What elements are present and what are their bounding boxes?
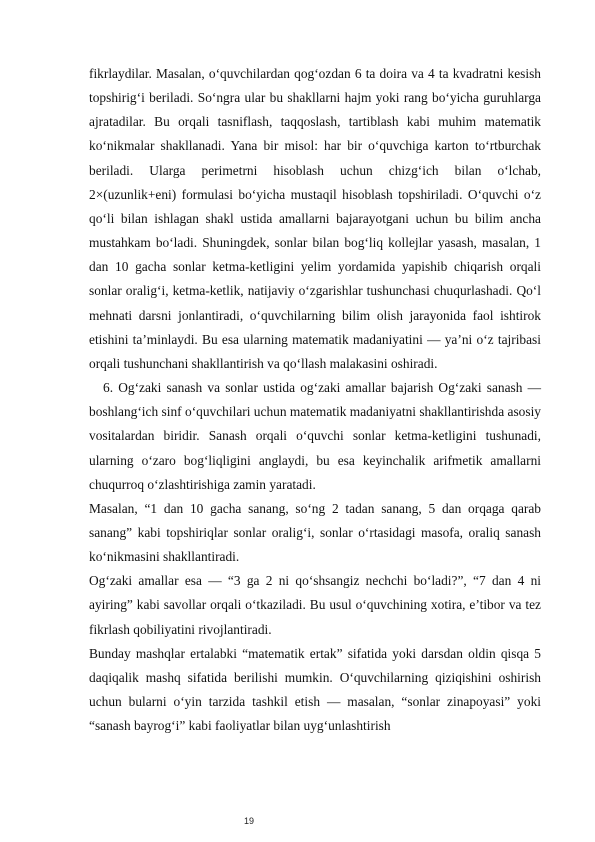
page-body xyxy=(89,62,541,738)
paragraph-shapes-activity: fikrlaydilar. Masalan, o‘quvchilardan qog‘ozdan 6 ta doira va 4 ta kvadratni kesish topshirig‘i beriladi. So‘ngra ular bu shakllarni hajm yoki rang bo‘yicha guruhlarga ajratadilar. Bu orqali tasniflash, taqqoslash, tartiblash kabi muhim matematik ko‘nikmalar shakllanadi. Yana bir misol: har bir o‘quvchiga karton to‘rtburchak beriladi. Ularga perimetrni hisoblash uchun chizg‘ich bilan o‘lchab, 2×(uzunlik+eni) formulasi bo‘yicha mustaqil hisoblash topshiriladi. O‘quvchi o‘z qo‘li bilan ishlagan shakl ustida amallarni bajarayotgani uchun bu bilim ancha mustahkam bo‘ladi. Shuningdek, sonlar bilan bog‘liq kollejlar yasash, masalan, 1 dan 10 gacha sonlar ketma-ketligini yelim yordamida yapishib chiqarish orqali sonlar oralig‘i, ketma-ketlik, natijaviy o‘zgarishlar tushunchasi chuqurlashadi. Qo‘l mehnati darsni jonlantiradi, o‘quvchilarning bilim olish jarayonida faol ishtirok etishini ta’minlaydi. Bu esa ularning matematik madaniyatini — ya’ni o‘z tajribasi orqali tushunchani shakllantirish va qo‘llash malakasini oshiradi. xyxy=(89,66,541,371)
page-number: 19 xyxy=(244,816,255,826)
paragraph-exercises: Bunday mashqlar ertalabki “matematik ertak” sifatida yoki darsdan oldin qisqa 5 daqiqalik mashq sifatida berilishi mumkin. O‘quvchilarning qiziqishini oshirish uchun bularni o‘yin tarzida tashkil etish — masalan, “sonlar zinapoyasi” yoki “sanash bayrog‘i” kabi faoliyatlar bilan uyg‘unlashtirish xyxy=(89,645,541,734)
paragraph-counting-example: Masalan, “1 dan 10 gacha sanang, so‘ng 2 tadan sanang, 5 dan orqaga qarab sanang” kabi topshiriqlar sonlar oralig‘i, sonlar o‘rtasidagi masofa, oraliq sanash ko‘nikmasini shakllantiradi. xyxy=(89,500,541,565)
paragraph-oral-counting: 6. Og‘zaki sanash va sonlar ustida og‘zaki amallar bajarish Og‘zaki sanash — boshlang‘ich sinf o‘quvchilari uchun matematik madaniyatni shakllantirishda asosiy vositalardan biridir. Sanash orqali o‘quvchi sonlar ketma-ketligini tushunadi, ularning o‘zaro bog‘liqligini anglaydi, bu esa keyinchalik arifmetik amallarni chuqurroq o‘zlashtirishiga zamin yaratadi. xyxy=(89,380,541,492)
paragraph-oral-operations: Og‘zaki amallar esa — “3 ga 2 ni qo‘shsangiz nechchi bo‘ladi?”, “7 dan 4 ni ayiring” kabi savollar orqali o‘tkaziladi. Bu usul o‘quvchining xotira, e’tibor va tez fikrlash qobiliyatini rivojlantiradi. xyxy=(89,573,541,637)
